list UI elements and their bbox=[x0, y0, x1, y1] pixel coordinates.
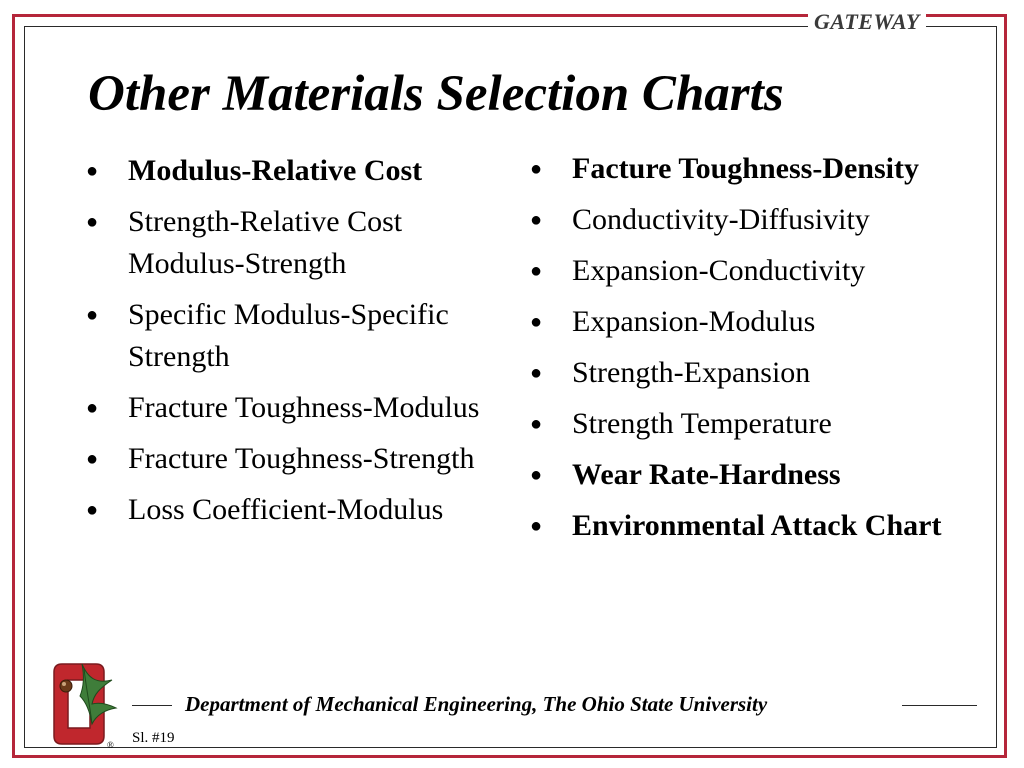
list-item-text: Fracture Toughness-Strength bbox=[128, 442, 475, 475]
slide-number: Sl. #19 bbox=[132, 730, 175, 746]
bullet-icon: ● bbox=[86, 211, 99, 233]
list-item bbox=[530, 199, 970, 241]
list-item bbox=[530, 403, 970, 445]
left-chart-list bbox=[86, 150, 506, 540]
list-item bbox=[86, 438, 506, 480]
bullet-icon: ● bbox=[86, 499, 99, 521]
list-item-text: Facture Toughness-Density bbox=[572, 152, 919, 185]
list-item bbox=[86, 387, 506, 429]
list-item bbox=[86, 201, 506, 285]
list-item-text: Strength-Relative Cost Modulus-Strength bbox=[128, 205, 403, 280]
list-item-text: Expansion-Conductivity bbox=[572, 254, 866, 287]
list-item bbox=[86, 489, 506, 531]
bullet-icon: ● bbox=[530, 311, 543, 333]
bullet-icon: ● bbox=[86, 160, 99, 182]
registered-mark: ® bbox=[107, 740, 114, 750]
footer-rule-right bbox=[902, 705, 977, 706]
bullet-icon: ● bbox=[86, 304, 99, 326]
list-item-text: Conductivity-Diffusivity bbox=[572, 203, 870, 236]
list-item bbox=[86, 150, 506, 192]
bullet-icon: ● bbox=[530, 413, 543, 435]
list-item bbox=[530, 352, 970, 394]
gateway-brand: GATEWAY bbox=[808, 8, 926, 36]
list-item-text: Strength Temperature bbox=[572, 407, 832, 440]
list-item-text: Fracture Toughness-Modulus bbox=[128, 391, 480, 424]
list-item-text: Environmental Attack Chart bbox=[572, 509, 942, 542]
slide-title: Other Materials Selection Charts bbox=[88, 66, 784, 122]
bullet-icon: ● bbox=[86, 448, 99, 470]
list-item-text: Wear Rate-Hardness bbox=[572, 458, 841, 491]
bullet-icon: ● bbox=[530, 260, 543, 282]
list-item bbox=[86, 294, 506, 378]
bullet-icon: ● bbox=[530, 515, 543, 537]
footer-rule-left bbox=[132, 705, 172, 706]
block-o-buckeye-logo bbox=[46, 658, 120, 750]
list-item bbox=[530, 505, 970, 547]
list-item-text: Loss Coefficient-Modulus bbox=[128, 493, 444, 526]
list-item bbox=[530, 250, 970, 292]
list-item-text: Specific Modulus-Specific Strength bbox=[128, 298, 449, 373]
list-item-text: Modulus-Relative Cost bbox=[128, 154, 423, 187]
list-item bbox=[530, 148, 970, 190]
bullet-icon: ● bbox=[530, 362, 543, 384]
list-item-text: Strength-Expansion bbox=[572, 356, 811, 389]
bullet-icon: ● bbox=[530, 464, 543, 486]
footer-department: Department of Mechanical Engineering, The Ohio State University bbox=[185, 692, 768, 716]
list-item bbox=[530, 454, 970, 496]
bullet-icon: ● bbox=[86, 397, 99, 419]
bullet-icon: ● bbox=[530, 209, 543, 231]
bullet-icon: ● bbox=[530, 158, 543, 180]
right-chart-list bbox=[530, 148, 970, 556]
list-item bbox=[530, 301, 970, 343]
list-item-text: Expansion-Modulus bbox=[572, 305, 816, 338]
